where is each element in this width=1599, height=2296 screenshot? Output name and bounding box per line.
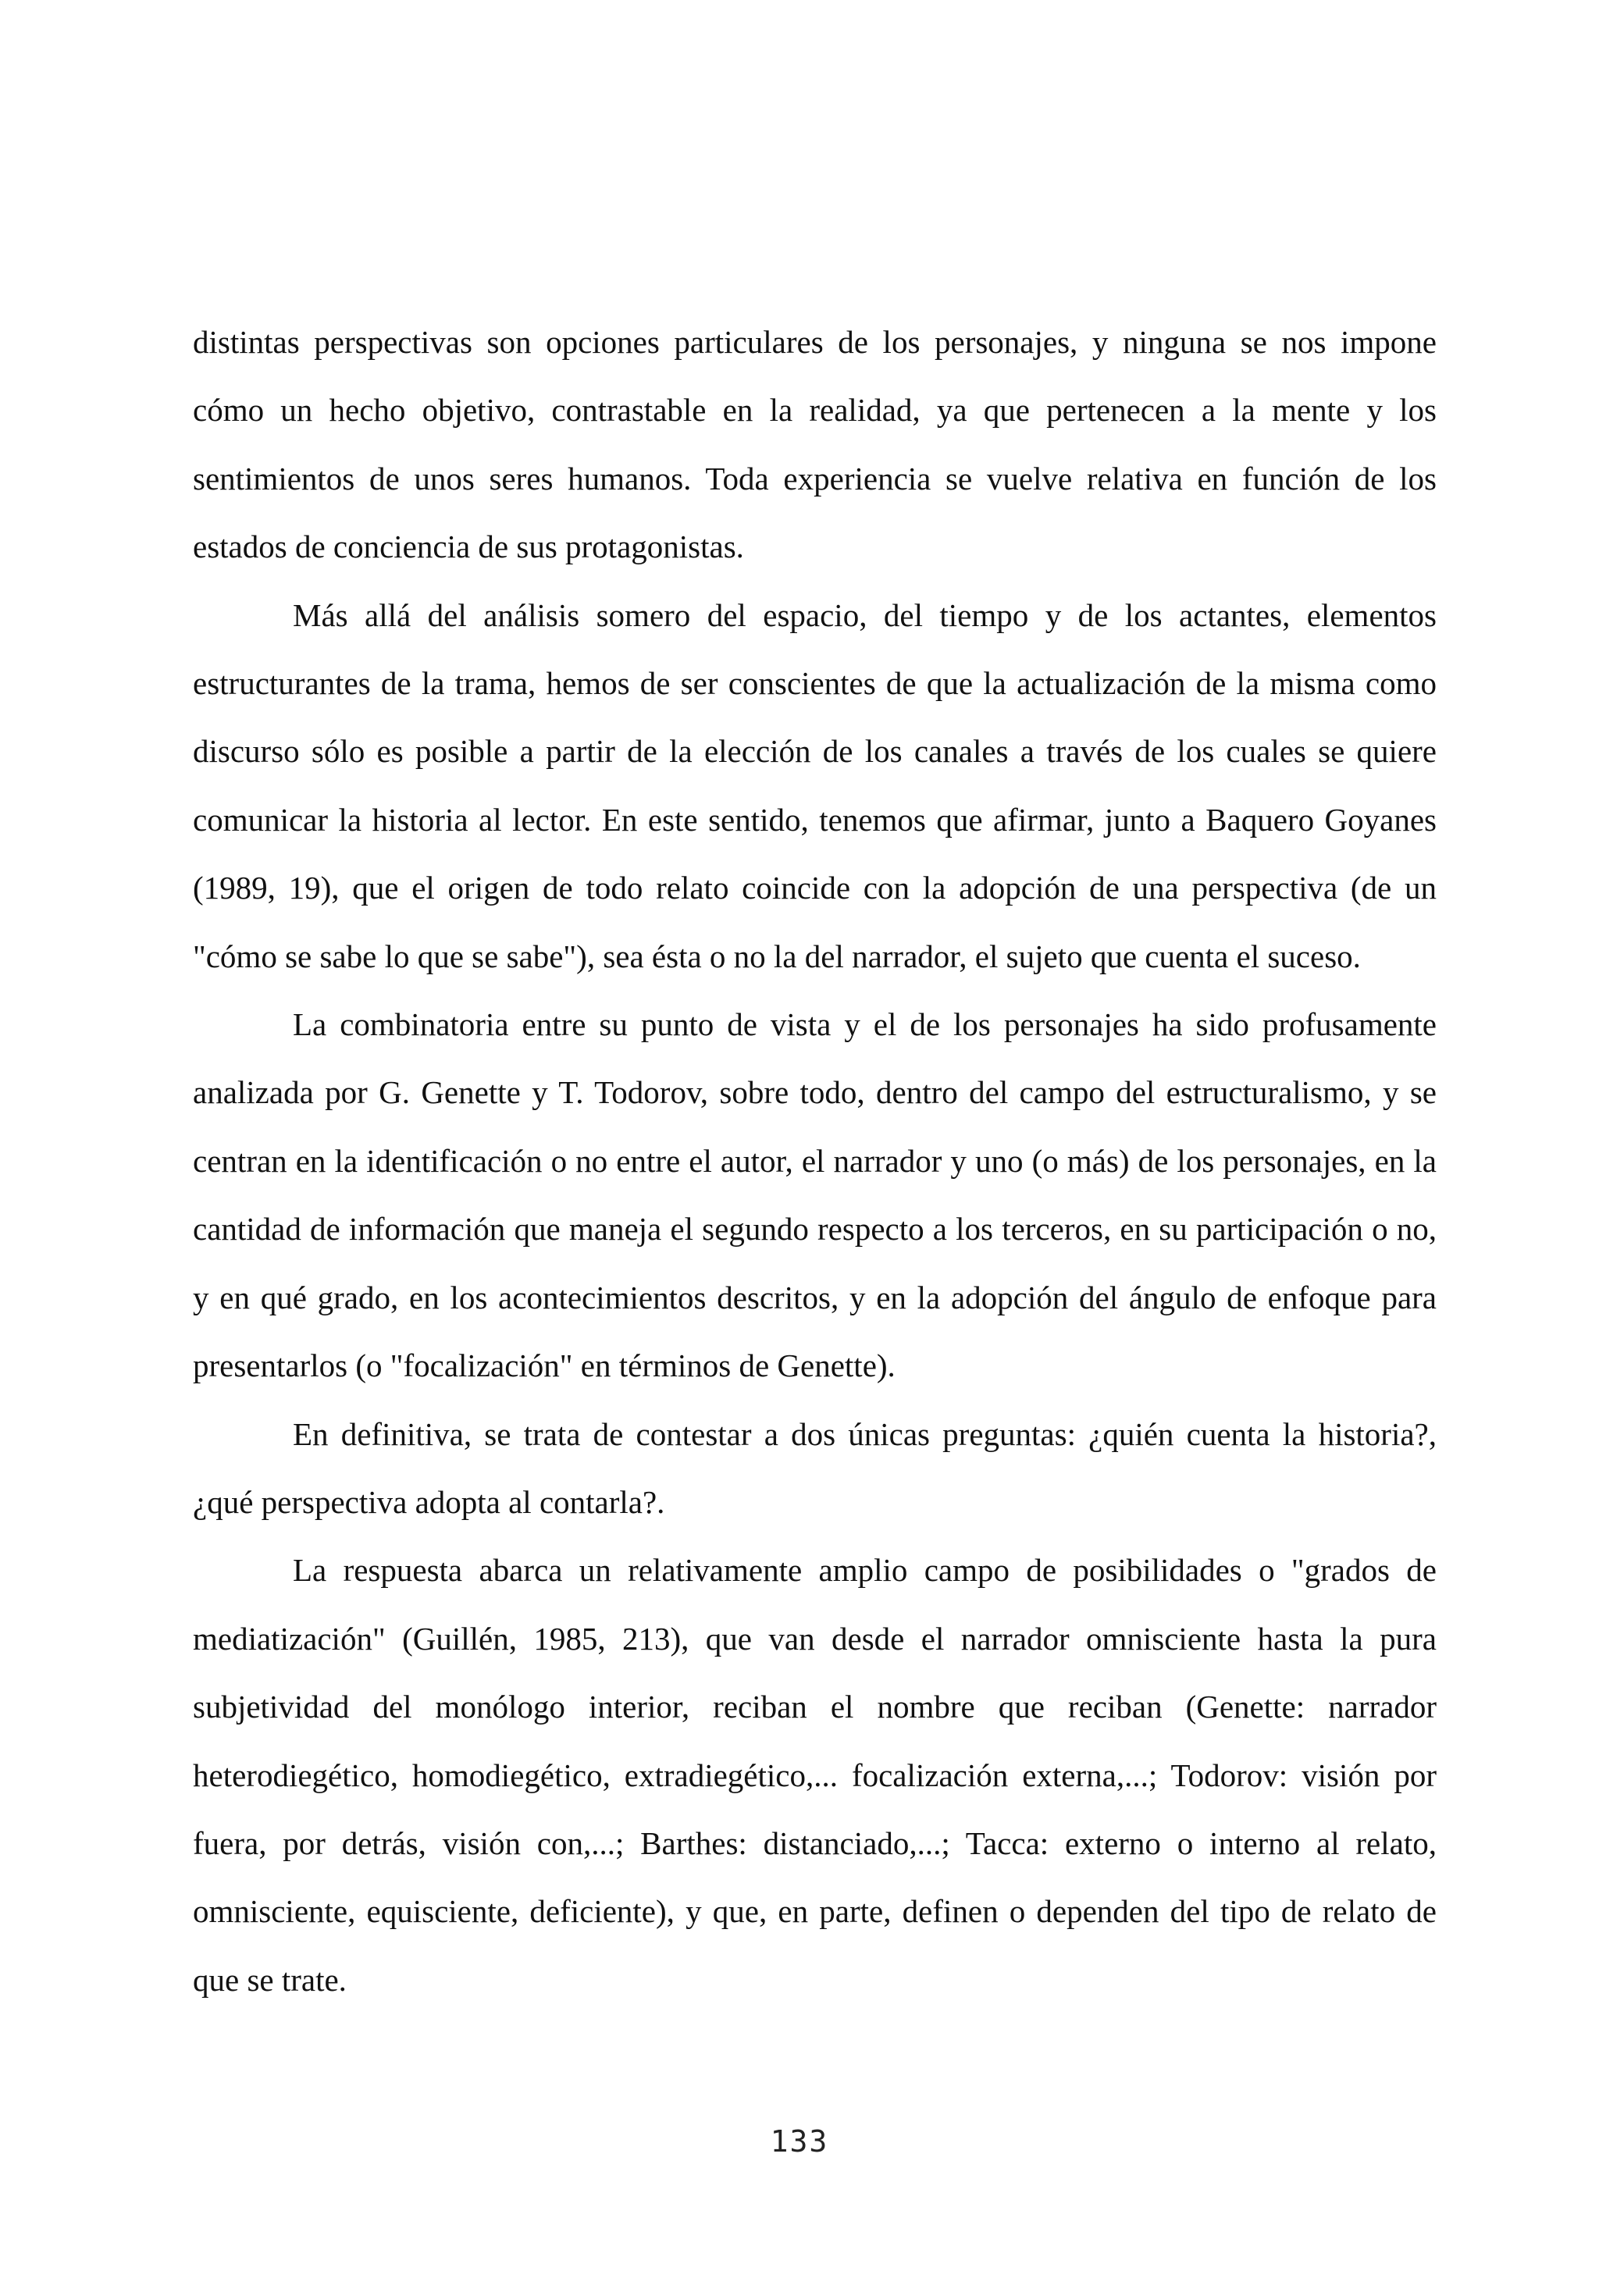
paragraph-1-continuation: distintas perspectivas son opciones particulares de los personajes, y ninguna se nos impone cómo un hecho objetivo, contrastable en la realidad, ya que pertenecen a la mente y los sentimientos de unos seres humanos. Toda experiencia se vuelve relativa en función de los estados de conciencia de sus protagonistas. [193,324,1437,565]
paragraph-2: Más allá del análisis somero del espacio, del tiempo y de los actantes, elementos estructurantes de la trama, hemos de ser conscientes de que la actualización de la misma como discurso sólo es posible a partir de la elección de los canales a través de los cuales se quiere comunicar la historia al lector. En este sentido, tenemos que afirmar, junto a Baquero Goyanes (1989, 19), que el origen de todo relato coincide con la adopción de una perspectiva (de un "cómo se sabe lo que se sabe"), sea ésta o no la del narrador, el sujeto que cuenta el suceso. [193,596,1437,974]
paragraph-3: La combinatoria entre su punto de vista y el de los personajes ha sido profusamente analizada por G. Genette y T. Todorov, sobre todo, dentro del campo del estructuralismo, y se centran en la identificación o no entre el autor, el narrador y uno (o más) de los personajes, en la cantidad de información que maneja el segundo respecto a los terceros, en su participación o no, y en qué grado, en los acontecimientos descritos, y en la adopción del ángulo de enfoque para presentarlos (o "focalización" en términos de Genette). [193,1006,1437,1384]
body-text [193,308,1437,2014]
page-number: 133 [770,2124,829,2159]
paragraph-4: En definitiva, se trata de contestar a dos únicas preguntas: ¿quién cuenta la historia?, ¿qué perspectiva adopta al contarla?. [193,1415,1437,1520]
paragraph-5: La respuesta abarca un relativamente amplio campo de posibilidades o "grados de mediatización" (Guillén, 1985, 213), que van desde el narrador omnisciente hasta la pura subjetividad del monólogo interior, reciban el nombre que reciban (Genette: narrador heterodiegético, homodiegético, extradiegético,... focalización externa,...; Todorov: visión por fuera, por detrás, visión con,...; Barthes: distanciado,...; Tacca: externo o interno al relato, omnisciente, equisciente, deficiente), y que, en parte, definen o dependen del tipo de relato de que se trate. [193,1552,1437,1998]
